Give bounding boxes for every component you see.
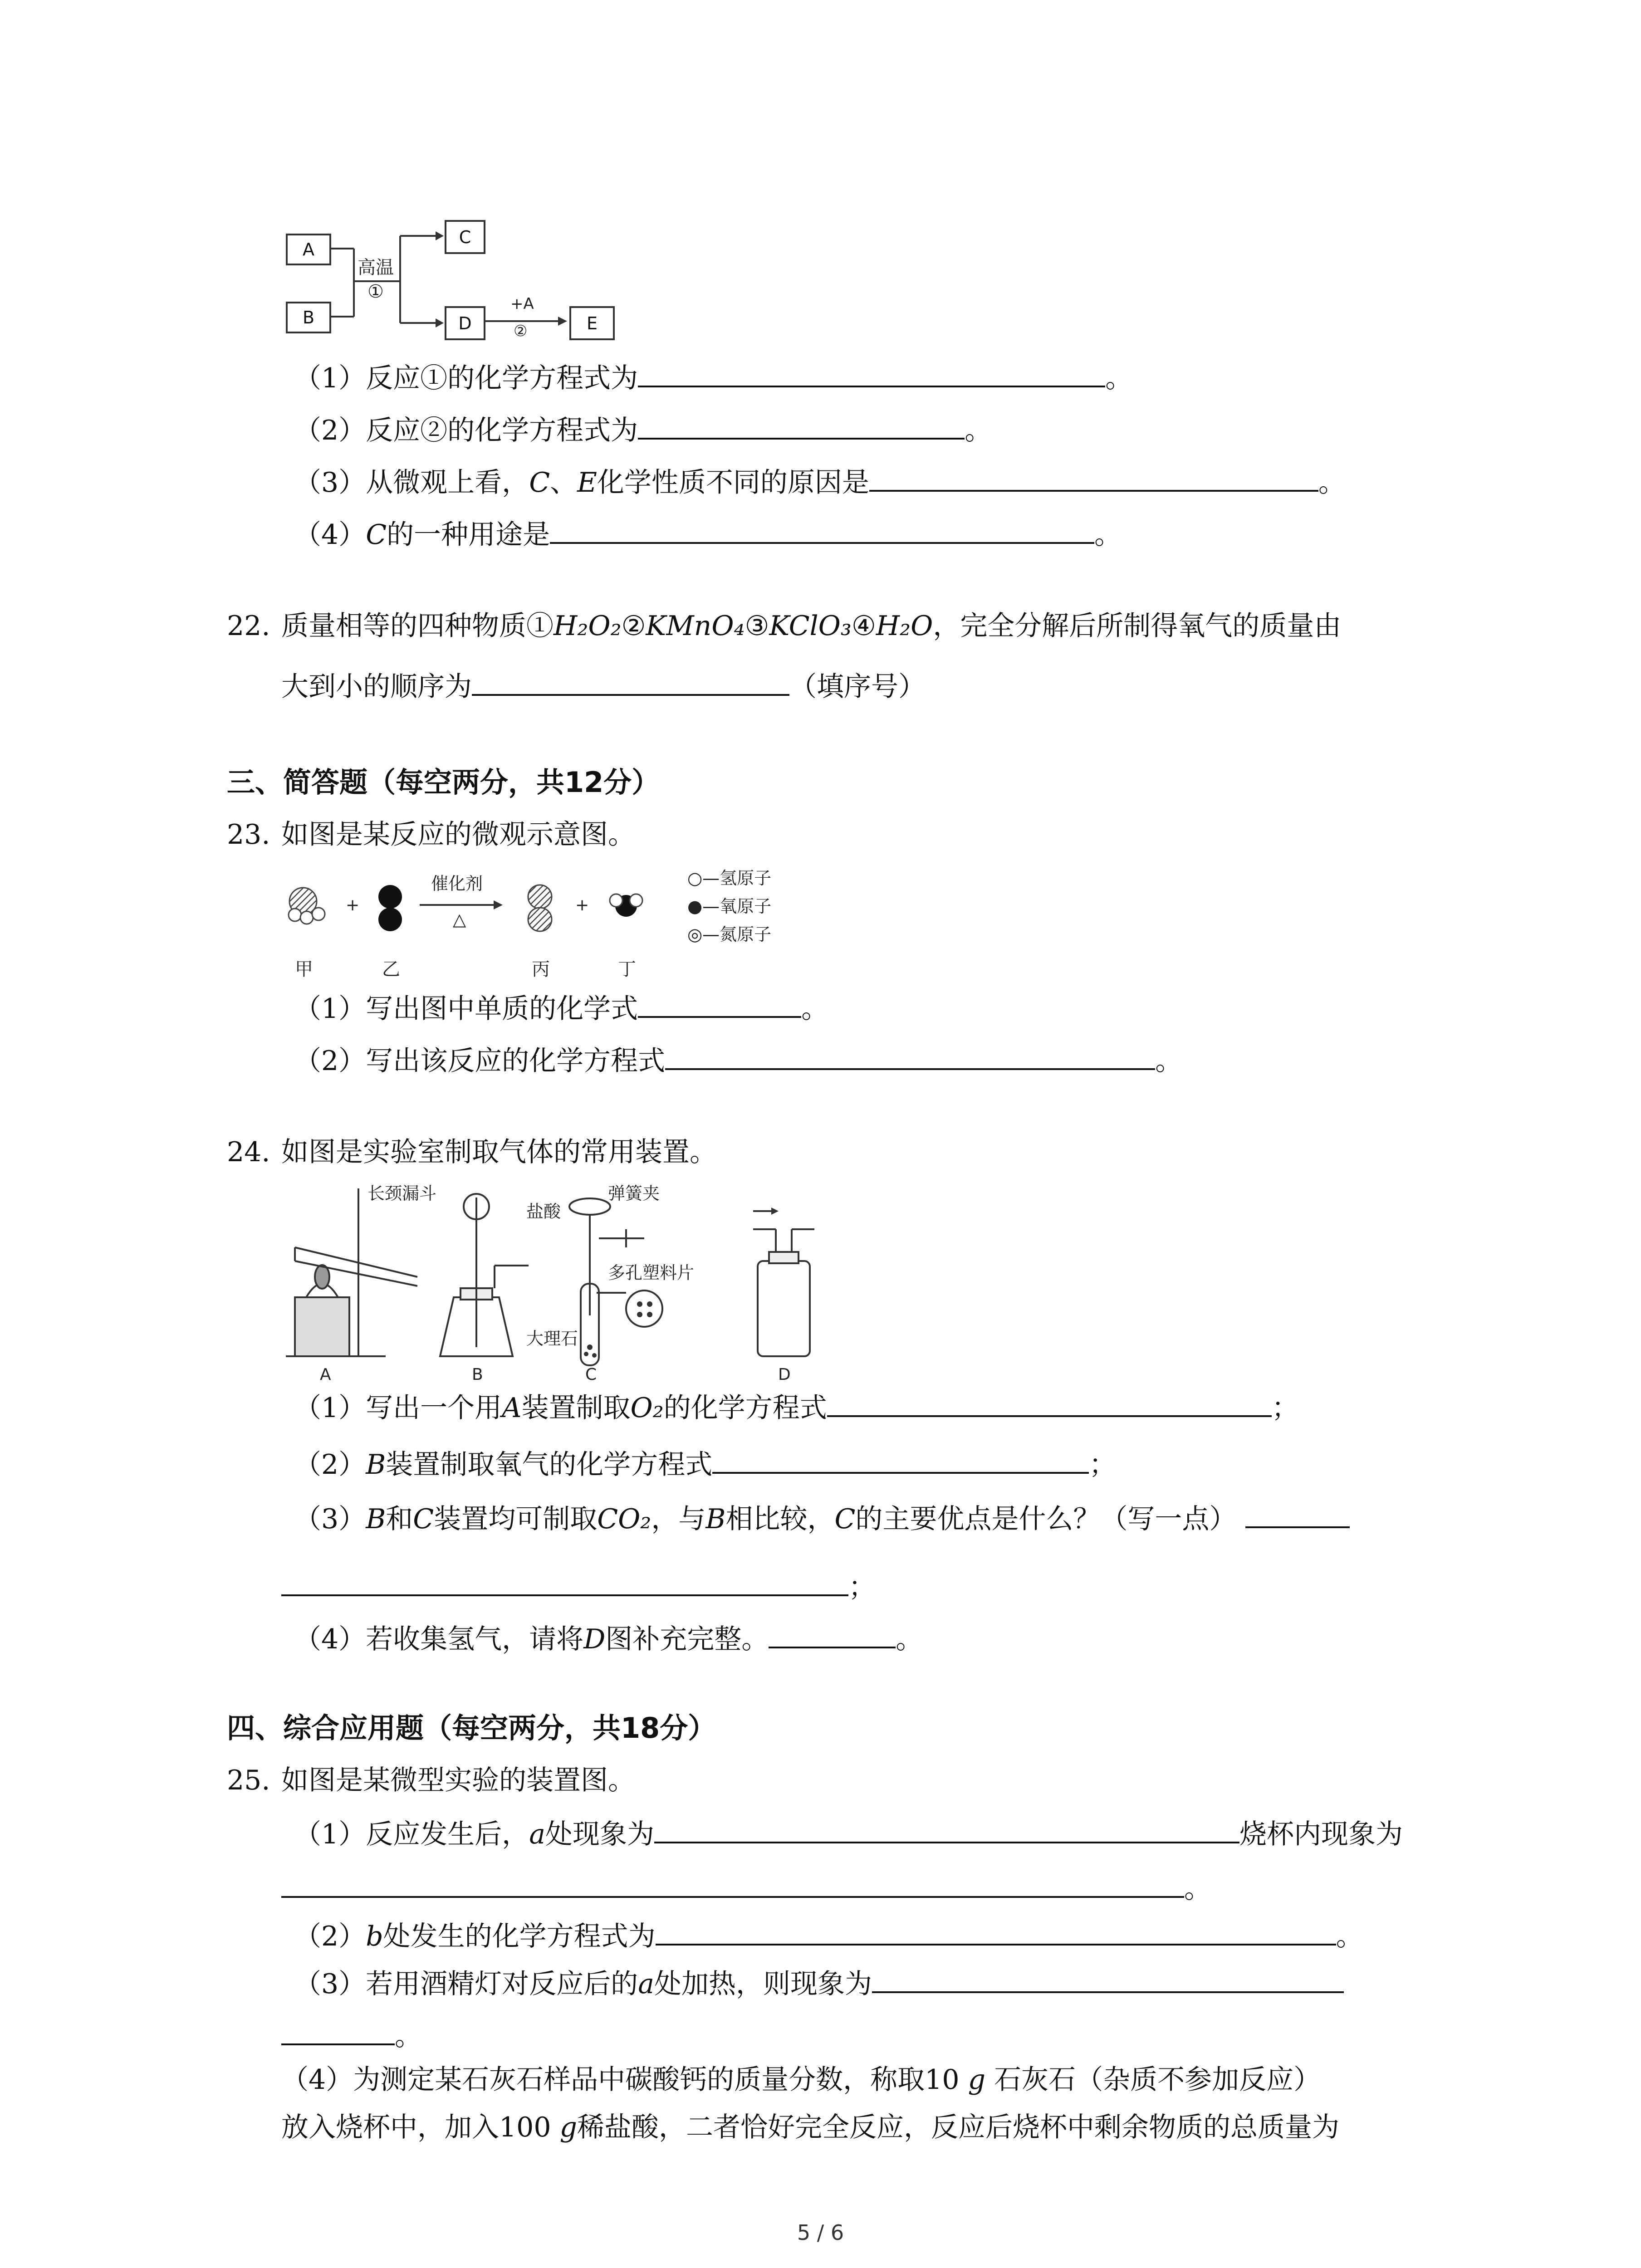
- q24-part1: [294, 1388, 1299, 1426]
- q25-part2-post: 处发生的化学方程式为: [383, 1921, 656, 1952]
- q23-part2: [294, 1041, 1182, 1079]
- q22-formula-kclo3: KClO₃: [769, 610, 852, 642]
- q23-label-jia: 甲: [295, 959, 313, 980]
- q24-part3-pre: （3）: [294, 1503, 366, 1535]
- q25-part4-g2: g: [559, 2112, 578, 2143]
- q25-number: 25.: [227, 1765, 270, 1796]
- q21-part3-c: C: [529, 467, 550, 499]
- q25-part3-cont: [281, 2016, 422, 2054]
- q22-line1-post: ，完全分解后所制得氧气的质量由: [933, 610, 1342, 642]
- q25-part1-end: 。: [1184, 1873, 1211, 1905]
- q24-part1-mid: 装置制取: [521, 1392, 631, 1424]
- q23-plus-1: +: [346, 896, 360, 914]
- q24-part1-post: 的化学方程式: [663, 1392, 827, 1424]
- q25-part3-end: 。: [395, 2020, 422, 2052]
- q25-part4-line2: [281, 2109, 1339, 2146]
- q24-label-b: B: [472, 1365, 483, 1384]
- section4-title: 四、综合应用题（每空两分，共18分）: [227, 1711, 716, 1745]
- q25-part1-blank-a[interactable]: [654, 1814, 1239, 1843]
- q24-part1-o2: O₂: [630, 1392, 664, 1424]
- q25-part3: [294, 1964, 1344, 2002]
- q21-part3-pre: （3）从微观上看，: [294, 467, 529, 499]
- q22-formula-h2o2: H₂O₂: [554, 610, 622, 642]
- q23-part1: [294, 989, 828, 1027]
- q22-line2-post: （填序号）: [789, 671, 926, 703]
- q24-part2-pre: （2）: [294, 1449, 366, 1481]
- q24-label-d: D: [778, 1365, 791, 1384]
- q21-part3-post: 化学性质不同的原因是: [597, 467, 869, 499]
- q24-part4: [294, 1619, 923, 1657]
- q24-part2-blank[interactable]: [712, 1445, 1089, 1474]
- q24-part3: [294, 1499, 1350, 1537]
- q24-clip-label: 弹簧夹: [608, 1183, 660, 1203]
- q21-part4: [294, 515, 1122, 553]
- q24-part4-blank[interactable]: [769, 1619, 896, 1648]
- q23-part2-end: 。: [1155, 1045, 1183, 1077]
- q24-part1-blank[interactable]: [827, 1388, 1272, 1417]
- q24-part2-b: B: [366, 1449, 386, 1481]
- q25-part1-pre: （1）反应发生后，: [294, 1818, 529, 1850]
- flow-step2-label: ②: [514, 322, 528, 340]
- q21-part4-pre: （4）: [294, 519, 366, 551]
- q23-part1-end: 。: [801, 993, 829, 1025]
- q22-marker4: ④: [851, 610, 876, 642]
- q21-part1-end: 。: [1105, 362, 1133, 394]
- q24-part3-c2: C: [834, 1503, 856, 1535]
- q23-legend-oxygen: ●—氧原子: [687, 896, 772, 916]
- q25-part1-mid: 处现象为: [545, 1818, 654, 1850]
- flow-plus-a-label: +A: [510, 295, 534, 313]
- q25-part2-pre: （2）: [294, 1921, 366, 1952]
- q23-heat-label: △: [453, 909, 466, 929]
- q25-part4-line1: [281, 2062, 1321, 2098]
- page-number: 5 / 6: [797, 2220, 844, 2245]
- q22-formula-h2o: H₂O: [876, 610, 933, 642]
- q22-number: 22.: [227, 610, 270, 642]
- q21-part3-mid: 、: [550, 467, 578, 499]
- q24-number: 24.: [227, 1136, 270, 1168]
- q24-part1-semicolon: ；: [1271, 1392, 1299, 1424]
- q23-part1-text: （1）写出图中单质的化学式: [294, 993, 638, 1025]
- flow-node-d: D: [445, 306, 485, 340]
- q24-part3-b: B: [366, 1503, 386, 1535]
- q25-stem-text: 如图是某微型实验的装置图。: [281, 1765, 635, 1796]
- q21-part4-blank[interactable]: [550, 515, 1094, 544]
- q24-part4-post: 图补充完整。: [605, 1623, 769, 1655]
- q25-stem: [227, 1762, 635, 1799]
- q24-stem-text: 如图是实验室制取气体的常用装置。: [281, 1136, 717, 1168]
- q24-part3-semicolon: ；: [848, 1571, 876, 1603]
- q22-line1-pre: 质量相等的四种物质①: [281, 610, 554, 642]
- q24-part3-co2: CO₂: [597, 1503, 652, 1535]
- q24-acid-label: 盐酸: [526, 1202, 561, 1222]
- q24-part3-mid3: 相比较，: [725, 1503, 835, 1535]
- q24-part4-pre: （4）若收集氢气，请将: [294, 1623, 584, 1655]
- q21-part3-e: E: [577, 467, 597, 499]
- q23-legend-nitrogen: ◎—氮原子: [687, 924, 772, 944]
- q24-part4-end: 。: [896, 1623, 923, 1655]
- q21-part3: [294, 463, 1346, 501]
- q23-part2-text: （2）写出该反应的化学方程式: [294, 1045, 666, 1077]
- q23-catalyst-label: 催化剂: [431, 874, 483, 894]
- q23-number: 23.: [227, 819, 270, 850]
- q21-part3-end: 。: [1318, 467, 1346, 499]
- q25-part4-line1-pre: （4）为测定某石灰石样品中碳酸钙的质量分数，称取10: [281, 2064, 960, 2096]
- q25-part2-end: 。: [1336, 1921, 1363, 1952]
- q24-part3-mid2: ，与: [651, 1503, 706, 1535]
- q21-part3-blank[interactable]: [869, 463, 1318, 492]
- q24-part3-blank-b[interactable]: [281, 1567, 848, 1596]
- q23-label-bing: 丙: [532, 959, 550, 980]
- q21-part2-blank[interactable]: [638, 411, 965, 440]
- q25-part3-pre: （3）若用酒精灯对反应后的: [294, 1968, 638, 2000]
- q23-stem: [227, 816, 635, 853]
- q24-funnel-label: 长颈漏斗: [367, 1183, 437, 1203]
- q21-part2-text: （2）反应②的化学方程式为: [294, 415, 638, 446]
- q22-blank[interactable]: [472, 667, 789, 696]
- q24-part4-d: D: [583, 1623, 606, 1655]
- q22-formula-kmno4: KMnO₄: [646, 610, 745, 642]
- q24-part1-pre: （1）写出一个用: [294, 1392, 502, 1424]
- q22-marker3: ③: [745, 610, 769, 642]
- q23-stem-text: 如图是某反应的微观示意图。: [281, 819, 635, 850]
- q24-stem: [227, 1134, 717, 1170]
- q24-apparatus-figure: [281, 1179, 826, 1388]
- q24-part2-semicolon: ；: [1089, 1449, 1117, 1481]
- q23-micro-diagram: [281, 864, 871, 987]
- q25-part1-cont: [281, 1869, 1211, 1907]
- flow-node-b: B: [286, 302, 331, 333]
- q22-line2: [281, 667, 926, 705]
- q25-part1-blank-b[interactable]: [281, 1869, 1184, 1898]
- q25-part1: [294, 1814, 1403, 1853]
- q25-part3-blank-a[interactable]: [872, 1964, 1344, 1993]
- q24-part2-post: 装置制取氧气的化学方程式: [386, 1449, 713, 1481]
- q23-label-ding: 丁: [618, 959, 636, 980]
- q24-part3-post: 的主要优点是什么？（写一点）: [855, 1503, 1237, 1535]
- q21-part1-text: （1）反应①的化学方程式为: [294, 362, 638, 394]
- q23-legend-hydrogen: ○—氢原子: [687, 868, 772, 888]
- q24-part3-mid: 装置均可制取: [434, 1503, 598, 1535]
- q24-label-a: A: [320, 1365, 331, 1384]
- q25-part4-line1-post: 石灰石（杂质不参加反应）: [994, 2064, 1321, 2096]
- q21-part1: [294, 358, 1132, 396]
- flow-condition-label: 高温: [358, 257, 394, 278]
- q23-part1-blank[interactable]: [638, 989, 801, 1018]
- flow-node-c: C: [445, 220, 485, 254]
- q24-label-c: C: [585, 1365, 597, 1384]
- q22-line2-pre: 大到小的顺序为: [281, 671, 472, 703]
- q25-part3-blank-b[interactable]: [281, 2016, 395, 2045]
- q24-part1-a: A: [502, 1392, 522, 1424]
- q23-plus-2: +: [575, 896, 589, 914]
- q25-part2-blank[interactable]: [656, 1916, 1336, 1945]
- q25-part1-post: 烧杯内现象为: [1239, 1818, 1403, 1850]
- q24-part3-b2: B: [705, 1503, 726, 1535]
- q24-part3-and: 和: [386, 1503, 413, 1535]
- q25-part2-b: b: [366, 1921, 383, 1952]
- q21-part4-end: 。: [1094, 519, 1122, 551]
- q23-label-yi: 乙: [382, 959, 400, 980]
- q21-part2: [294, 411, 992, 449]
- q24-part3-blank-a[interactable]: [1245, 1499, 1350, 1528]
- flow-node-a: A: [286, 234, 331, 265]
- flow-step1-label: ①: [367, 281, 384, 302]
- q21-part4-post: 的一种用途是: [387, 519, 550, 551]
- q24-part2: [294, 1445, 1116, 1483]
- q24-part3-c: C: [413, 1503, 434, 1535]
- q22-marker2: ②: [621, 610, 646, 642]
- q24-part3-cont: [281, 1567, 876, 1605]
- q25-part4-g1: g: [968, 2064, 986, 2096]
- q25-part1-a: a: [529, 1818, 545, 1850]
- q21-part4-c: C: [366, 519, 387, 551]
- q23-molecules: [281, 864, 871, 987]
- section3-title: 三、简答题（每空两分，共12分）: [227, 766, 660, 799]
- q21-part1-blank[interactable]: [638, 358, 1105, 387]
- q25-part2: [294, 1916, 1363, 1955]
- q21-part2-end: 。: [965, 415, 992, 446]
- q23-part2-blank[interactable]: [665, 1041, 1155, 1070]
- flow-node-e: E: [569, 306, 615, 340]
- q24-plate-label: 多孔塑料片: [608, 1263, 695, 1283]
- q25-part3-a: a: [638, 1968, 654, 2000]
- flow-diagram: [281, 213, 635, 349]
- q25-part4-line2-post: 稀盐酸，二者恰好完全反应，反应后烧杯中剩余物质的总质量为: [577, 2112, 1340, 2143]
- q22-line1: [227, 608, 1341, 644]
- q25-part3-post: 处加热，则现象为: [654, 1968, 872, 2000]
- q24-marble-label: 大理石: [526, 1329, 578, 1349]
- q25-part4-line2-pre: 放入烧杯中，加入100: [281, 2112, 551, 2143]
